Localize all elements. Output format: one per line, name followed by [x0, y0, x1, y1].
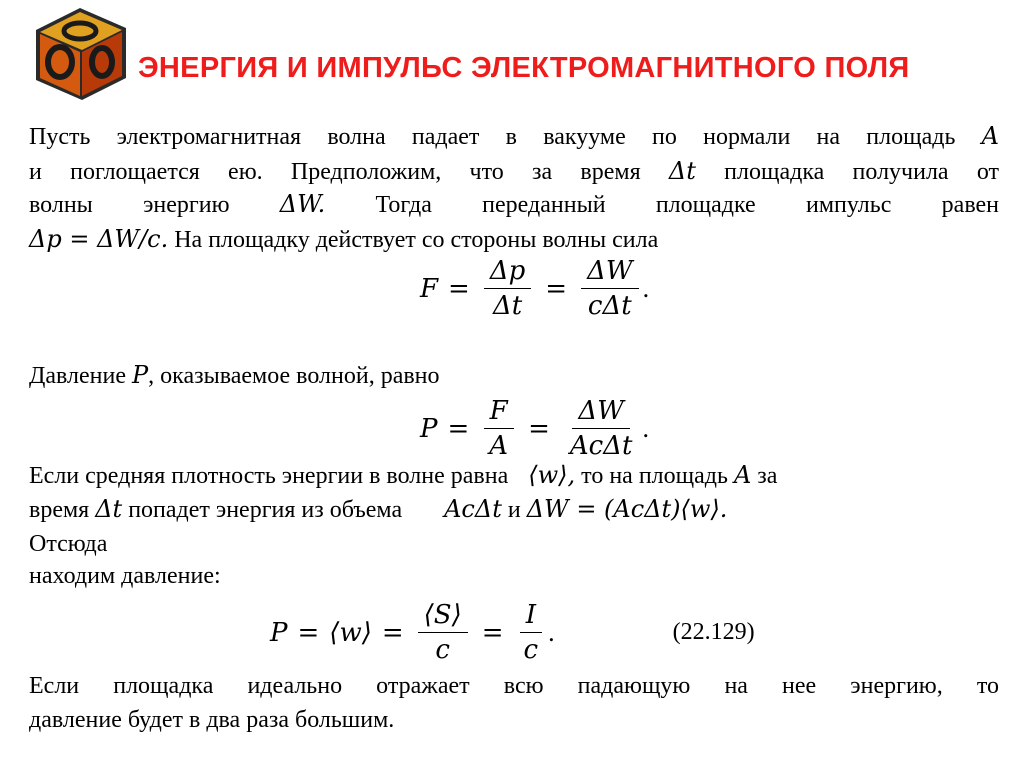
text: и — [507, 497, 521, 523]
mean-energy-density: ⟨w⟩ — [329, 617, 372, 648]
text: за — [757, 463, 778, 489]
paragraph-1-line-3 — [29, 189, 999, 220]
equation-number: (22.129) — [672, 619, 755, 645]
formula-lhs: P — [420, 413, 438, 444]
text: то на площадь — [581, 463, 728, 489]
fraction — [581, 256, 639, 321]
fraction — [518, 600, 545, 665]
denominator: AcΔt — [569, 431, 633, 461]
math-var: Δt — [95, 495, 123, 523]
denominator: c — [435, 635, 450, 665]
equals-sign: = — [545, 273, 568, 304]
text: волны энергию — [29, 192, 230, 218]
paragraph-4-line-2: давление будет в два раза большим. — [29, 707, 395, 733]
page-title: ЭНЕРГИЯ И ИМПУЛЬС ЭЛЕКТРОМАГНИТНОГО ПОЛЯ — [138, 52, 910, 84]
numerator: ΔW — [572, 396, 630, 429]
numerator: ⟨S⟩ — [418, 600, 468, 633]
paragraph-4-line-1: Если площадка идеально отражает всю падающую на нее энергию, то — [29, 673, 999, 699]
text: Тогда переданный площадке импульс равен — [375, 192, 1000, 218]
text: , оказываемое волной, равно — [148, 363, 440, 389]
3d-cube-logo-icon — [22, 4, 140, 104]
math-var: ΔW. — [279, 190, 326, 218]
fraction — [483, 396, 514, 461]
math-var: P — [132, 361, 149, 389]
denominator: Δt — [492, 291, 523, 321]
text: Пусть электромагнитная волна падает в вакууме по нормали на площадь — [29, 124, 956, 150]
text: время — [29, 497, 90, 523]
math-var: ⟨w⟩, — [528, 461, 576, 489]
period: . — [642, 413, 649, 443]
math-var: A — [981, 122, 1000, 150]
formula-force — [420, 256, 649, 321]
numerator: I — [520, 600, 542, 633]
math-var: Δt — [668, 157, 696, 185]
formula-pressure — [420, 396, 649, 461]
equals-sign: = — [448, 273, 470, 304]
equals-sign: = — [447, 413, 470, 444]
equals-sign: = — [481, 617, 504, 648]
fraction — [418, 600, 468, 665]
equals-sign: = — [381, 617, 404, 648]
numerator: F — [484, 396, 514, 429]
denominator: c — [523, 635, 539, 665]
text: площадка получила от — [724, 159, 1000, 185]
paragraph-3-line-1 — [29, 460, 777, 491]
formula-lhs: F — [420, 273, 439, 304]
text: Давление — [29, 363, 127, 389]
paragraph-3-line-2 — [29, 494, 727, 525]
paragraph-1-line-4 — [29, 224, 658, 255]
math-expr: Δp = ΔW/c. — [29, 225, 169, 253]
equals-sign: = — [528, 413, 550, 444]
text: На площадку действует со стороны волны сила — [174, 227, 659, 253]
numerator: ΔW — [581, 256, 639, 289]
paragraph-1-line-2 — [29, 156, 999, 187]
paragraph-1-line-1 — [29, 121, 999, 152]
math-expr: AcΔt — [444, 495, 502, 523]
text: попадет энергия из объема — [128, 497, 403, 523]
numerator: Δp — [484, 256, 531, 289]
text: и поглощается ею. Предположим, что за время — [29, 159, 641, 185]
fraction — [564, 396, 639, 461]
text: Если средняя плотность энергии в волне равна — [29, 463, 509, 489]
denominator: cΔt — [587, 291, 632, 321]
math-expr: ΔW = (AcΔt)⟨w⟩. — [526, 495, 728, 523]
equals-sign: = — [297, 617, 320, 648]
period: . — [548, 617, 555, 647]
math-var: A — [733, 461, 752, 489]
denominator: A — [489, 431, 509, 461]
paragraph-3-line-3: Отсюда — [29, 531, 108, 557]
formula-pressure-final — [270, 600, 755, 665]
formula-lhs: P — [270, 617, 288, 648]
period: . — [642, 273, 650, 303]
paragraph-2 — [29, 360, 440, 391]
paragraph-3-line-4: находим давление: — [29, 563, 221, 589]
fraction — [484, 256, 531, 321]
